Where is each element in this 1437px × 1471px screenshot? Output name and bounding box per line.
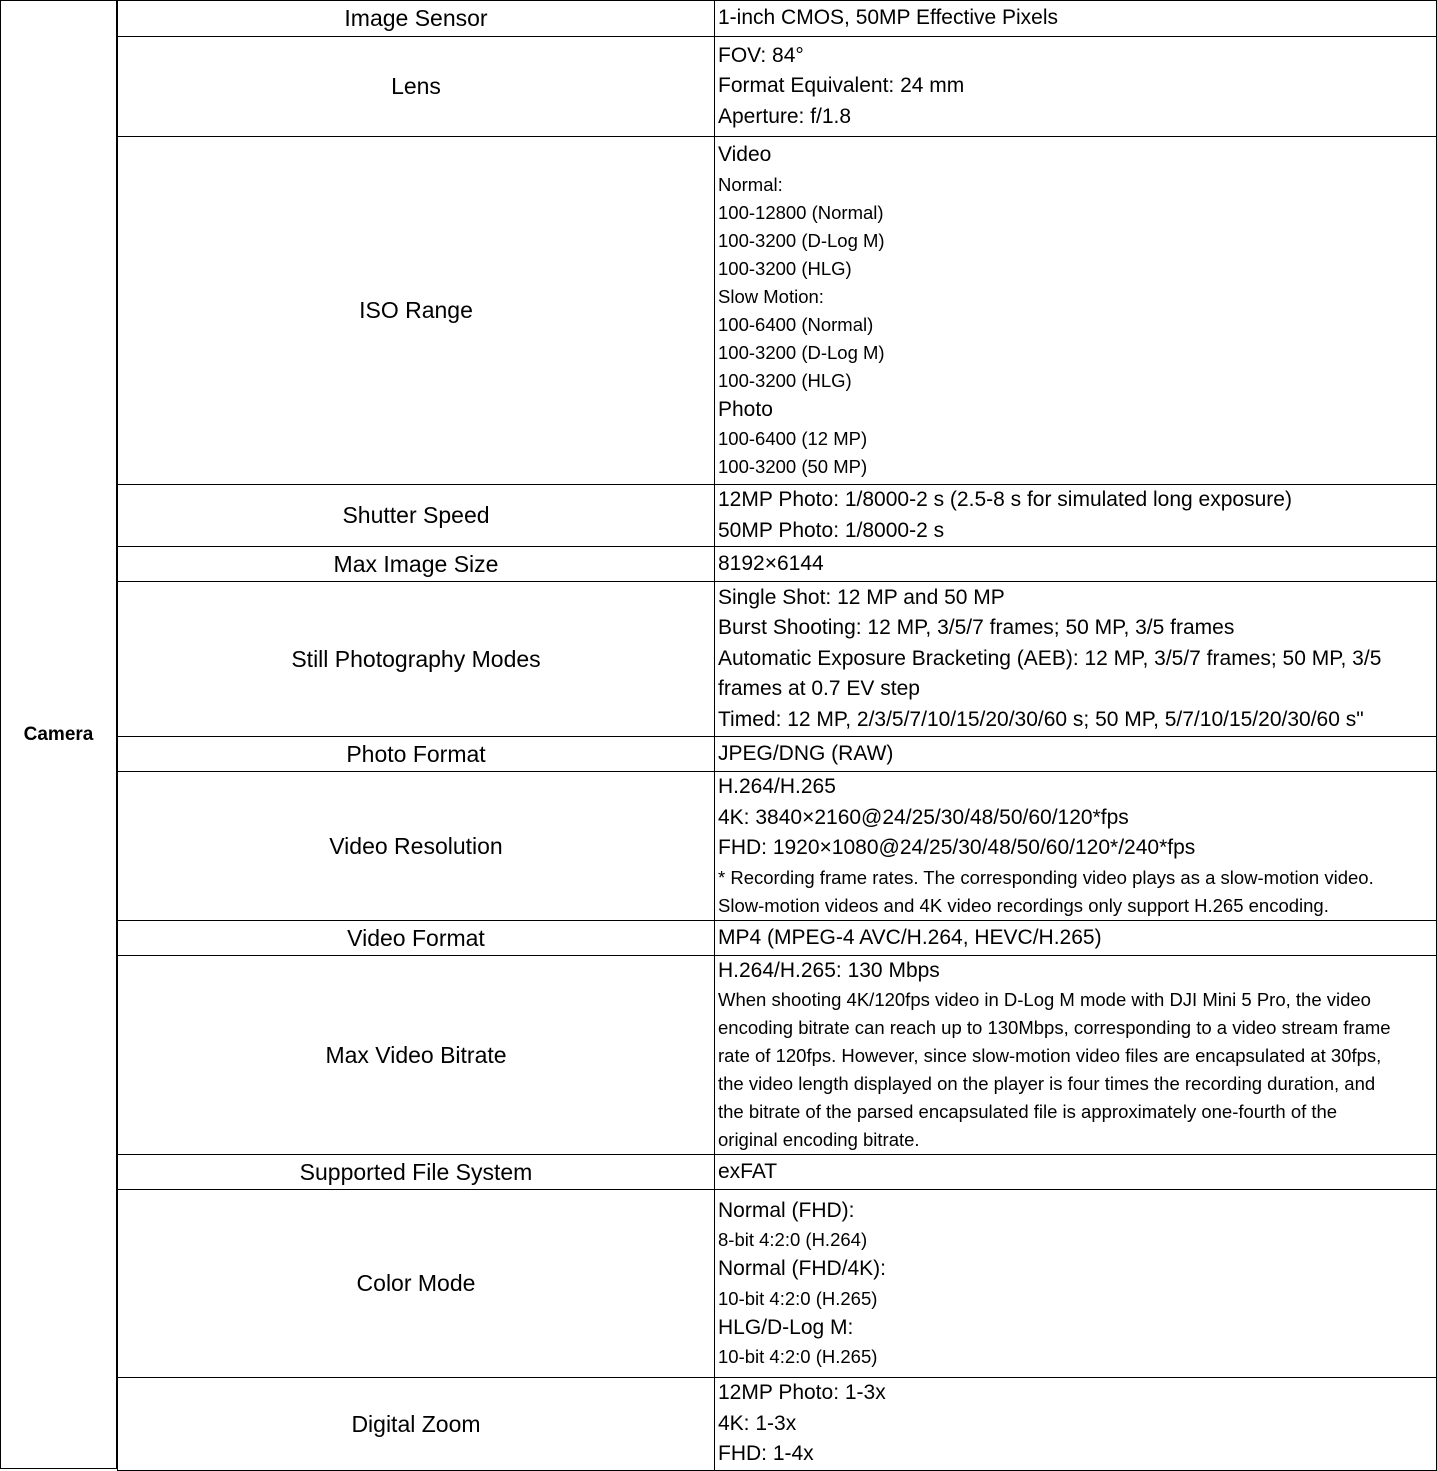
spec-value-cell	[714, 484, 1437, 547]
spec-label-cell	[117, 36, 715, 137]
spec-value-line: Slow Motion:	[718, 285, 824, 307]
spec-value-line: encoding bitrate can reach up to 130Mbps, corresponding to a video stream frame	[718, 1017, 1391, 1039]
spec-label: ISO Range	[359, 297, 473, 323]
spec-value-cell	[714, 955, 1437, 1155]
spec-value-line: the video length displayed on the player is four times the recording duration, and	[718, 1073, 1376, 1095]
spec-value-cell	[714, 136, 1437, 485]
table-row	[117, 484, 1437, 547]
spec-label-cell	[117, 1154, 715, 1190]
spec-value-line: the bitrate of the parsed encapsulated file is approximately one-fourth of the	[718, 1101, 1338, 1123]
spec-value-line: 12MP Photo: 1-3x	[718, 1381, 886, 1405]
table-row	[117, 1377, 1437, 1471]
spec-value-line: MP4 (MPEG-4 AVC/H.264, HEVC/H.265)	[718, 925, 1102, 949]
spec-value-line: Video	[718, 142, 772, 166]
spec-value-line: H.264/H.265: 130 Mbps	[718, 958, 940, 982]
spec-value-line: Format Equivalent: 24 mm	[718, 74, 965, 98]
spec-label: Digital Zoom	[351, 1410, 481, 1437]
spec-label: Still Photography Modes	[291, 645, 541, 672]
spec-value-cell	[714, 736, 1437, 772]
spec-value-cell	[714, 546, 1437, 582]
spec-value-line: 4K: 3840×2160@24/25/30/48/50/60/120*fps	[718, 805, 1129, 829]
spec-value-line: Normal (FHD/4K):	[718, 1257, 887, 1281]
spec-value-line: Normal:	[718, 173, 783, 195]
spec-value-line: 100-3200 (D-Log M)	[718, 229, 885, 251]
spec-label-cell	[117, 484, 715, 547]
spec-label: Shutter Speed	[342, 502, 490, 528]
table-row	[117, 955, 1437, 1155]
spec-label: Image Sensor	[344, 5, 488, 31]
spec-value-line: When shooting 4K/120fps video in D-Log M mode with DJI Mini 5 Pro, the video	[718, 989, 1371, 1011]
spec-value-line: Burst Shooting: 12 MP, 3/5/7 frames; 50 MP, 3/5 frames	[718, 616, 1235, 640]
spec-value-line: 8-bit 4:2:0 (H.264)	[718, 1229, 868, 1251]
spec-label-cell	[117, 736, 715, 772]
table-row	[117, 1189, 1437, 1378]
spec-value-cell	[714, 1154, 1437, 1190]
spec-value-line: 10-bit 4:2:0 (H.265)	[718, 1346, 878, 1368]
spec-label-cell	[117, 955, 715, 1155]
spec-value-line: 100-12800 (Normal)	[718, 201, 884, 223]
spec-label: Max Video Bitrate	[325, 1041, 507, 1068]
spec-value-cell	[714, 0, 1437, 37]
spec-value-line: HLG/D-Log M:	[718, 1315, 854, 1339]
table-row	[117, 736, 1437, 772]
spec-value-line: exFAT	[718, 1159, 778, 1183]
spec-label: Supported File System	[299, 1158, 533, 1185]
table-row	[117, 920, 1437, 956]
category-label: Camera	[23, 723, 94, 745]
spec-value-line: 12MP Photo: 1/8000-2 s (2.5-8 s for simulated long exposure)	[718, 487, 1292, 511]
table-row	[117, 771, 1437, 921]
spec-value-line: frames at 0.7 EV step	[718, 677, 920, 701]
spec-value-line: 100-6400 (12 MP)	[718, 428, 868, 450]
spec-value-line: Timed: 12 MP, 2/3/5/7/10/15/20/30/60 s; 50 MP, 5/7/10/15/20/30/60 s"	[718, 707, 1364, 731]
spec-label-cell	[117, 771, 715, 921]
spec-value-line: Normal (FHD):	[718, 1198, 855, 1222]
spec-value-line: Photo	[718, 397, 773, 421]
spec-value-cell	[714, 36, 1437, 137]
spec-value-cell	[714, 581, 1437, 737]
spec-value-line: H.264/H.265	[718, 775, 836, 799]
spec-value-line: FHD: 1920×1080@24/25/30/48/50/60/120*/240*fps	[718, 836, 1196, 860]
spec-value-line: 1-inch CMOS, 50MP Effective Pixels	[718, 6, 1059, 30]
table-row	[117, 36, 1437, 137]
spec-value-line: original encoding bitrate.	[718, 1129, 920, 1151]
spec-label: Max Image Size	[333, 550, 499, 577]
spec-value-line: * Recording frame rates. The corresponding video plays as a slow-motion video.	[718, 866, 1374, 888]
spec-label-cell	[117, 1189, 715, 1378]
spec-value-line: JPEG/DNG (RAW)	[718, 741, 894, 765]
spec-value-cell	[714, 1189, 1437, 1378]
table-row	[117, 546, 1437, 582]
table-row	[117, 581, 1437, 737]
spec-value-cell	[714, 920, 1437, 956]
spec-value-line: rate of 120fps. However, since slow-motion video files are encapsulated at 30fps,	[718, 1045, 1382, 1067]
spec-label-cell	[117, 581, 715, 737]
spec-value-cell	[714, 1377, 1437, 1471]
spec-value-line: FHD: 1-4x	[718, 1442, 814, 1466]
table-row	[117, 0, 1437, 37]
spec-value-line: Slow-motion videos and 4K video recordings only support H.265 encoding.	[718, 894, 1329, 916]
table-row	[117, 1154, 1437, 1190]
spec-label-cell	[117, 136, 715, 485]
spec-label-cell	[117, 1377, 715, 1471]
spec-label: Video Format	[347, 924, 485, 951]
spec-value-line: 100-3200 (50 MP)	[718, 456, 868, 478]
spec-value-cell	[714, 771, 1437, 921]
spec-label-cell	[117, 920, 715, 956]
spec-label: Lens	[391, 73, 441, 99]
table-row	[117, 136, 1437, 485]
spec-value-line: 100-3200 (HLG)	[718, 257, 852, 279]
spec-value-line: FOV: 84°	[718, 43, 804, 67]
spec-value-line: Aperture: f/1.8	[718, 104, 852, 128]
spec-label: Photo Format	[346, 740, 486, 767]
spec-label: Color Mode	[356, 1270, 476, 1296]
spec-value-line: 10-bit 4:2:0 (H.265)	[718, 1287, 878, 1309]
spec-value-line: 8192×6144	[718, 551, 824, 575]
spec-value-line: 100-3200 (D-Log M)	[718, 341, 885, 363]
category-cell	[0, 0, 117, 1469]
spec-label-cell	[117, 546, 715, 582]
spec-value-line: 100-3200 (HLG)	[718, 369, 852, 391]
spec-value-line: 4K: 1-3x	[718, 1411, 797, 1435]
spec-label: Video Resolution	[329, 832, 503, 859]
spec-value-line: Single Shot: 12 MP and 50 MP	[718, 585, 1005, 609]
spec-value-line: 50MP Photo: 1/8000-2 s	[718, 518, 945, 542]
spec-value-line: 100-6400 (Normal)	[718, 313, 874, 335]
spec-value-line: Automatic Exposure Bracketing (AEB): 12 MP, 3/5/7 frames; 50 MP, 3/5	[718, 646, 1382, 670]
spec-label-cell	[117, 0, 715, 37]
